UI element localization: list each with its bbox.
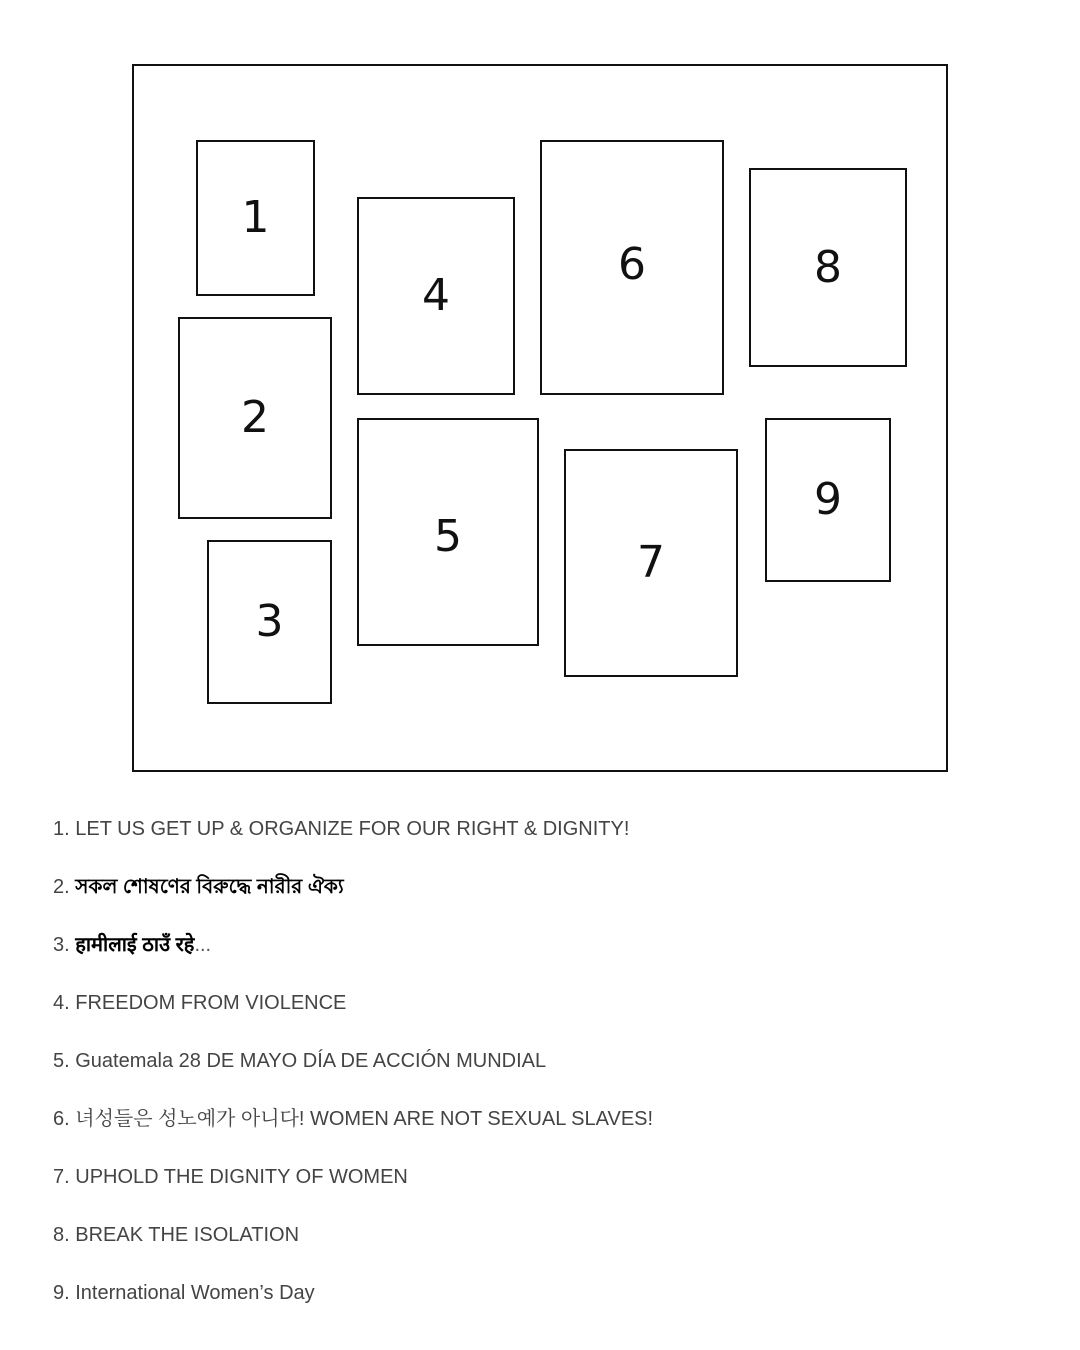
legend-number: 4. — [53, 992, 70, 1014]
frame-7 — [564, 449, 738, 677]
legend-number: 9. — [53, 1282, 70, 1304]
legend-ellipsis: ... — [194, 934, 212, 956]
frame-2 — [178, 317, 332, 519]
legend-text: BREAK THE ISOLATION — [75, 1224, 300, 1246]
legend-text: UPHOLD THE DIGNITY OF WOMEN — [75, 1166, 408, 1188]
legend-text: LET US GET UP & ORGANIZE FOR OUR RIGHT & DIGNITY! — [75, 818, 630, 840]
legend-text: Guatemala 28 DE MAYO DÍA DE ACCIÓN MUNDIAL — [75, 1050, 547, 1072]
legend-item-7 — [53, 1160, 1053, 1218]
legend-number: 1. — [53, 818, 70, 840]
frame-8 — [749, 168, 907, 367]
legend-number: 5. — [53, 1050, 70, 1072]
legend-number: 7. — [53, 1166, 70, 1188]
frame-9-number: 9 — [814, 474, 842, 525]
legend-number: 2. — [53, 876, 70, 898]
frame-5 — [357, 418, 539, 646]
frame-4-number: 4 — [422, 270, 450, 321]
frame-3 — [207, 540, 332, 704]
frame-3-number: 3 — [255, 596, 284, 647]
legend-number: 8. — [53, 1224, 70, 1246]
frame-1-number: 1 — [241, 192, 270, 243]
frame-8-number: 8 — [814, 241, 842, 293]
legend-item-5 — [53, 1044, 1053, 1102]
frame-9 — [765, 418, 891, 582]
legend-text: 녀성들은 성노예가 아니다! WOMEN ARE NOT SEXUAL SLAVES! — [75, 1108, 654, 1130]
legend-number: 6. — [53, 1108, 70, 1130]
legend-item-4 — [53, 986, 1053, 1044]
frame-2-number: 2 — [241, 392, 269, 443]
legend-item-9 — [53, 1276, 1053, 1334]
legend-text: FREEDOM FROM VIOLENCE — [75, 992, 347, 1014]
frame-5-number: 5 — [434, 511, 462, 562]
frame-1 — [196, 140, 315, 296]
legend-text: हामीलाई ठाउँ रहे — [75, 934, 195, 956]
legend-item-2 — [53, 870, 1053, 928]
legend-item-6 — [53, 1102, 1053, 1160]
frame-6-number: 6 — [618, 238, 646, 290]
frame-4 — [357, 197, 515, 395]
frame-6 — [540, 140, 724, 395]
legend-item-3 — [53, 928, 1053, 986]
frame-7-number: 7 — [637, 537, 665, 588]
legend-text: সকল শোষণের বিরুদ্ধে নারীর ঐক্য — [75, 876, 344, 898]
frame-legend — [53, 812, 1053, 1334]
legend-number: 3. — [53, 934, 70, 956]
legend-item-8 — [53, 1218, 1053, 1276]
legend-item-1 — [53, 812, 1053, 870]
legend-text: International Women’s Day — [75, 1282, 315, 1304]
